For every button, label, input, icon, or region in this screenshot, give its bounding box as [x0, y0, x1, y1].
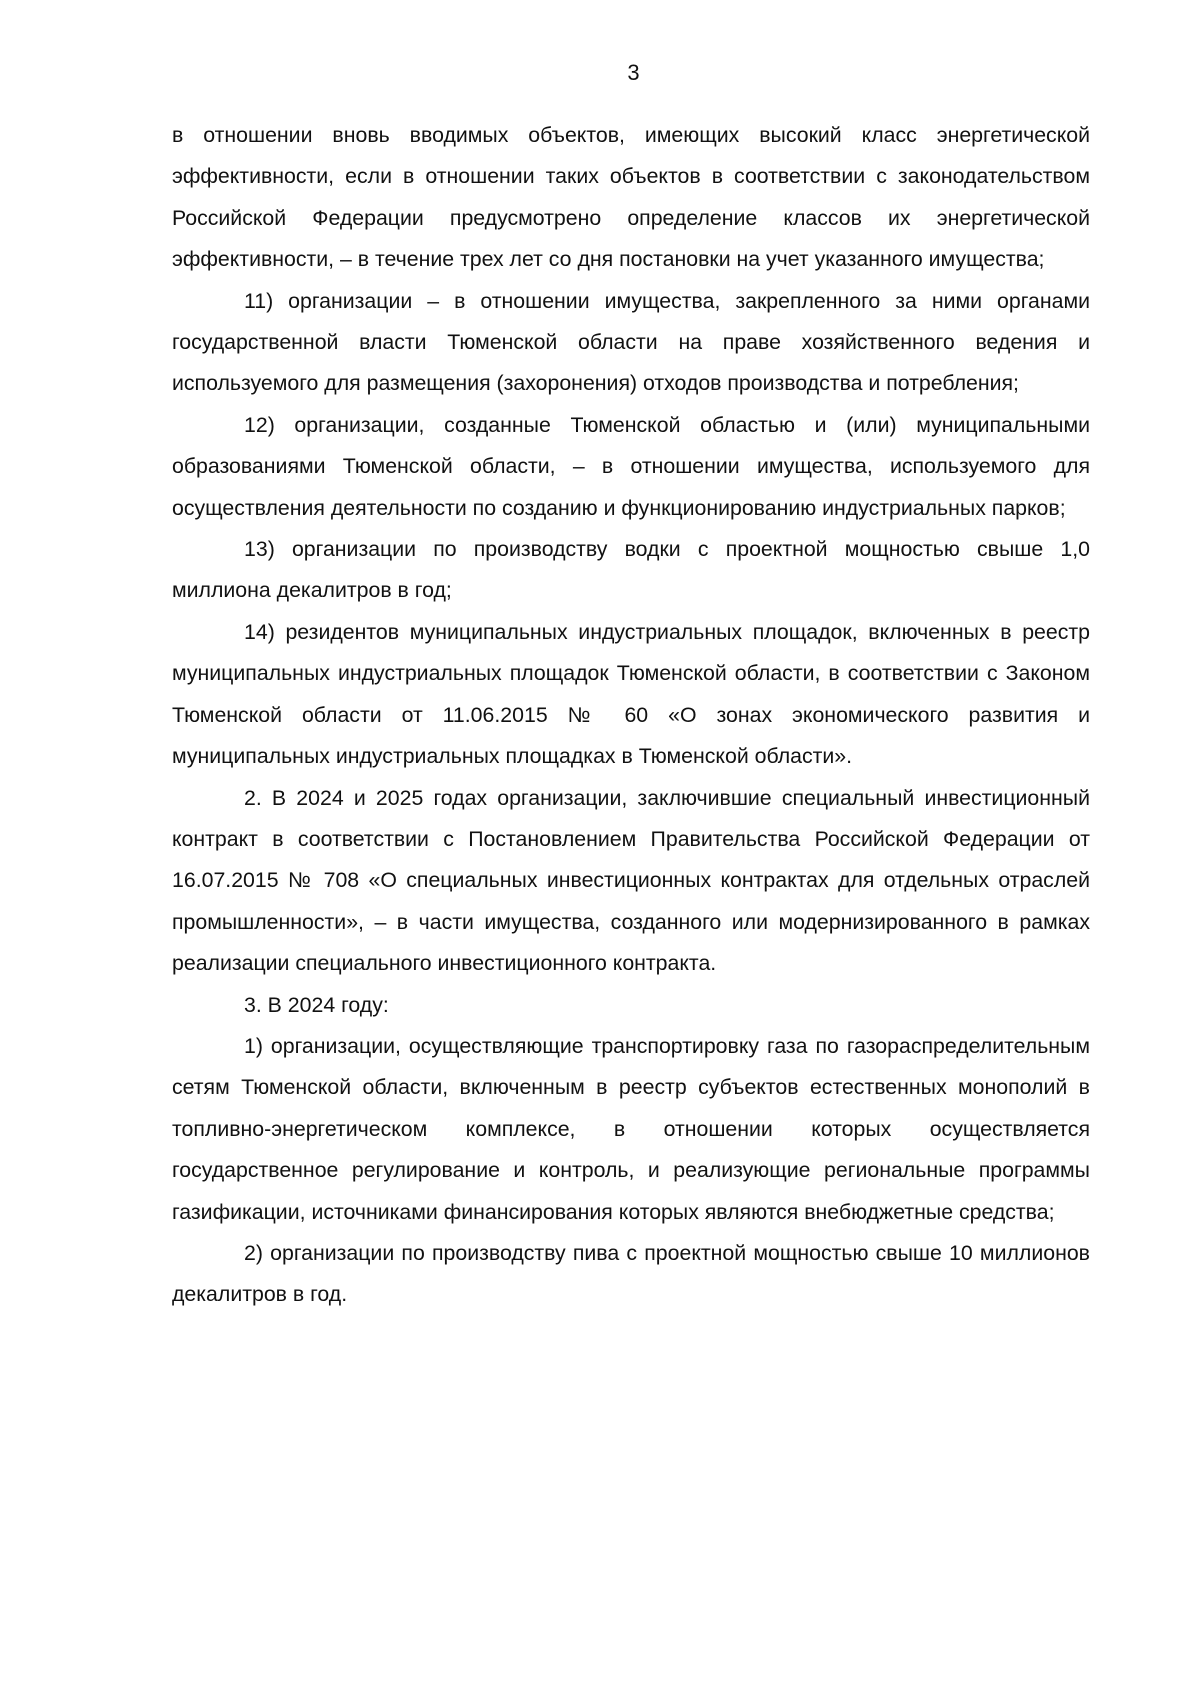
- paragraph-item-12: 12) организации, созданные Тюменской областью и (или) муниципальными образованиями Тюменской области, – в отношении имущества, используемого для осуществления деятельности по созданию и функционированию индустриальных парков;: [172, 412, 1090, 520]
- paragraph-item-13: 13) организации по производству водки с проектной мощностью свыше 1,0 миллиона декалитров в год;: [172, 537, 1090, 603]
- paragraph-section-2: 2. В 2024 и 2025 годах организации, заключившие специальный инвестиционный контракт в соответствии с Постановлением Правительства Российской Федерации от 16.07.2015 № 708 «О специальных инвестиционных контрактах для отдельных отраслей промышленности», – в части имущества, созданного или модернизированного в рамках реализации специального инвестиционного контракта.: [172, 785, 1090, 976]
- paragraph-item-11: 11) организации – в отношении имущества, закрепленного за ними органами государственной власти Тюменской области на праве хозяйственного ведения и используемого для размещения (захоронения) отходов производства и потребления;: [172, 288, 1090, 396]
- paragraph-section-3-item-1: 1) организации, осуществляющие транспортировку газа по газораспределительным сетям Тюменской области, включенным в реестр субъектов естественных монополий в топливно-энергетическом комплексе, в отношении которых осуществляется государственное регулирование и контроль, и реализующие региональные программы газификации, источниками финансирования которых являются внебюджетные средства;: [172, 1033, 1090, 1224]
- paragraph-section-3-item-2: 2) организации по производству пива с проектной мощностью свыше 10 миллионов декалитров в год.: [172, 1240, 1090, 1307]
- paragraph-item-14: 14) резидентов муниципальных индустриальных площадок, включенных в реестр муниципальных индустриальных площадок Тюменской области, в соответствии с Законом Тюменской области от 11.06.2015 № 60 «О зонах экономического развития и муниципальных индустриальных площадках в Тюменской области».: [172, 619, 1090, 769]
- page-number: 3: [627, 60, 640, 85]
- paragraph-exemption-new-objects: в отношении вновь вводимых объектов, имеющих высокий класс энергетической эффективности, если в отношении таких объектов в соответствии с законодательством Российской Федерации предусмотрено определение классов их энергетической эффективности, – в течение трех лет со дня постановки на учет указанного имущества;: [172, 123, 1090, 272]
- paragraph-section-3-heading: 3. В 2024 году:: [244, 992, 389, 1017]
- document-body: [172, 115, 1090, 1316]
